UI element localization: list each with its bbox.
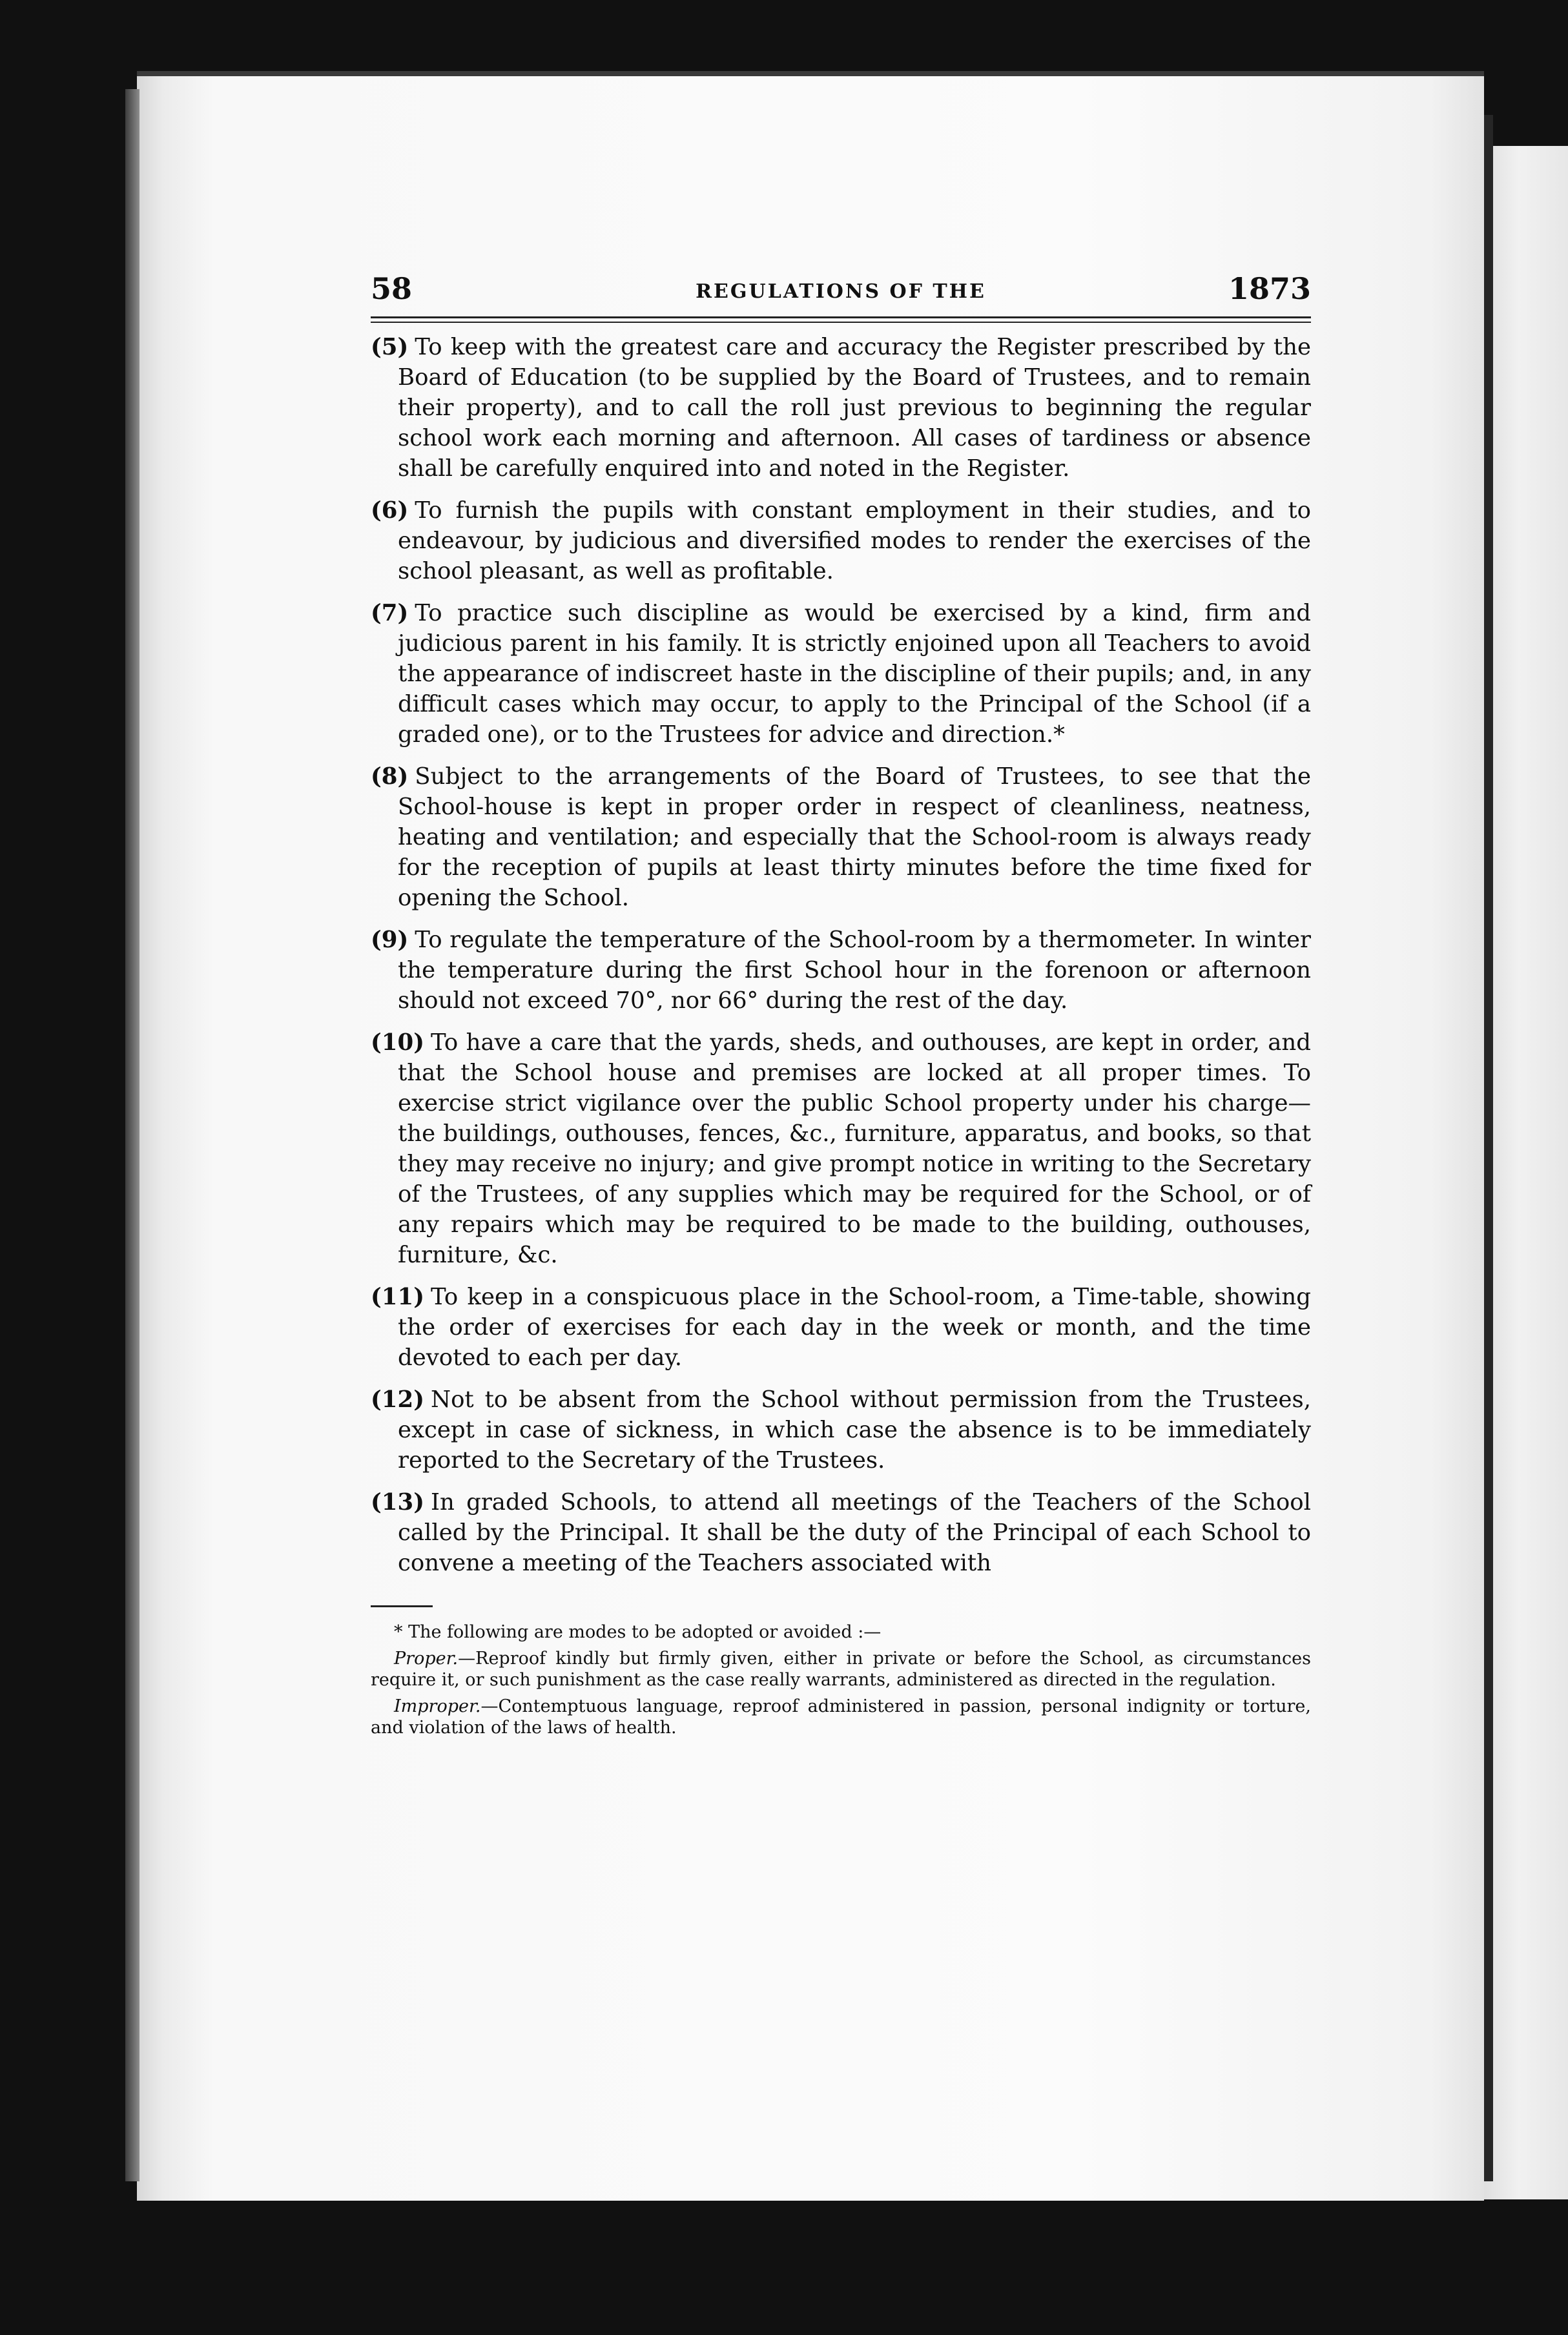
clause-5 (371, 332, 1311, 484)
footnote-intro: * The following are modes to be adopted or avoided :— (394, 1622, 882, 1642)
footnote-proper-text: —Reproof kindly but firmly given, either in private or before the School, as circumstances require it, or such punishment as the case really warrants, administered as directed in the regulation. (371, 1649, 1311, 1690)
clause-12 (371, 1384, 1311, 1476)
clause-text: Not to be absent from the School without permission from the Trustees, except in case of sickness, in which case the absence is to be immediately reported to the Secretary of the Trustees. (398, 1386, 1311, 1474)
footnote-proper-label: Proper. (394, 1649, 459, 1669)
footnote-rule (371, 1605, 433, 1607)
clause-text: To keep with the greatest care and accuracy the Register prescribed by the Board of Education (to be supplied by the Board of Trustees, and to remain their property), and to call the roll just previous to beginning the regular school work each morning and afternoon. All cases of tardiness or absence shall be carefully enquired into and noted in the Register. (398, 334, 1311, 482)
clause-text: To regulate the temperature of the School-room by a thermometer. In winter the temperature during the first School hour in the forenoon or afternoon should not exceed 70°, nor 66° during the rest of the day. (398, 927, 1311, 1014)
clause-number: (6) (371, 497, 409, 524)
clause-number: (13) (371, 1489, 424, 1516)
clause-number: (8) (371, 763, 409, 790)
clause-text: To furnish the pupils with constant employment in their studies, and to endeavour, by judicious and diversified modes to render the exercises of the school pleasant, as well as profitable. (398, 497, 1311, 584)
running-title: REGULATIONS OF THE (696, 280, 986, 303)
clause-number: (5) (371, 334, 409, 360)
footnote-improper-text: —Contemptuous language, reproof administered in passion, personal indignity or torture, and violation of the laws of health. (371, 1696, 1311, 1738)
clause-number: (10) (371, 1029, 424, 1056)
clause-text: To keep in a conspicuous place in the School-room, a Time-table, showing the order of exercises for each day in the week or month, and the time devoted to each per day. (398, 1284, 1311, 1371)
clause-13 (371, 1487, 1311, 1578)
clause-6 (371, 495, 1311, 586)
clause-8 (371, 761, 1311, 913)
clause-number: (7) (371, 600, 409, 626)
clause-text: To have a care that the yards, sheds, and outhouses, are kept in order, and that the School house and premises are locked at all proper times. To exercise strict vigilance over the public School property under his charge—the buildings, outhouses, fences, &c., furniture, apparatus, and books, so that they may receive no injury; and give prompt notice in writing to the Secretary of the Trustees, of any supplies which may be required for the School, or of any repairs which may be required to be made to the building, outhouses, furniture, &c. (398, 1029, 1311, 1268)
page-text-block (371, 271, 1311, 1744)
clause-text: In graded Schools, to attend all meetings of the Teachers of the School called by the Principal. It shall be the duty of the Principal of each School to convene a meeting of the Teachers associated with (398, 1489, 1311, 1576)
footnote-improper-label: Improper. (394, 1696, 481, 1716)
running-header (371, 271, 1311, 316)
clause-number: (11) (371, 1284, 424, 1310)
clause-number: (9) (371, 927, 409, 953)
footnote-proper (371, 1648, 1311, 1691)
clause-text: To practice such discipline as would be exercised by a kind, firm and judicious parent in his family. It is strictly enjoined upon all Teachers to avoid the appearance of indiscreet haste in the discipline of their pupils; and, in any difficult cases which may occur, to apply to the Principal of the School (if a graded one), or to the Trustees for advice and direction.* (398, 600, 1311, 748)
header-year: 1873 (1228, 271, 1311, 306)
header-double-rule (371, 316, 1311, 323)
clause-10 (371, 1027, 1311, 1270)
page-number: 58 (371, 271, 413, 306)
clause-text: Subject to the arrangements of the Board of Trustees, to see that the School-house is kept in proper order in respect of cleanliness, neatness, heating and ventilation; and especially that the School-room is always ready for the reception of pupils at least thirty minutes before the time fixed for opening the School. (398, 763, 1311, 911)
clause-9 (371, 925, 1311, 1016)
clause-7 (371, 598, 1311, 750)
clause-11 (371, 1282, 1311, 1373)
footnote-improper (371, 1696, 1311, 1738)
clause-number: (12) (371, 1386, 424, 1413)
